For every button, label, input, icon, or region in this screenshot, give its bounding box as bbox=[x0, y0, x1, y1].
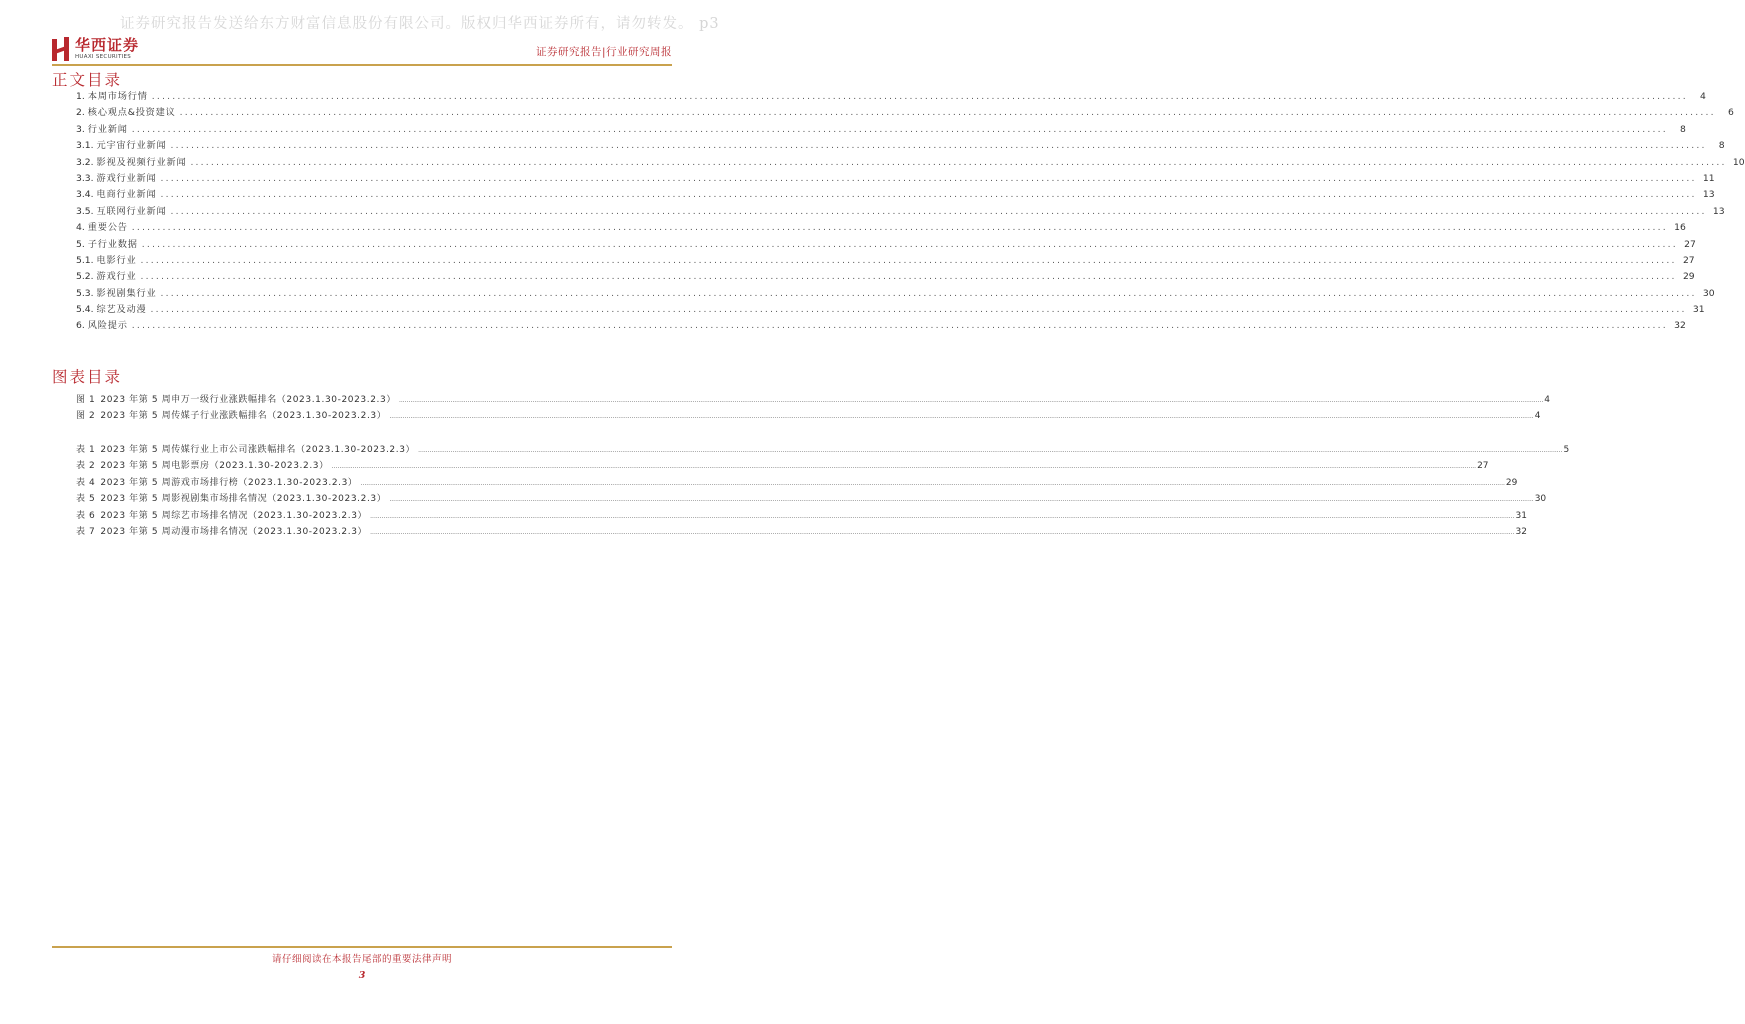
toc-entry-number: 5.2. bbox=[76, 271, 94, 283]
toc-leader-dots: ............................................................................................................................................................................................................................................................................................................ bbox=[190, 156, 1727, 168]
figure-label: 表 1 bbox=[76, 445, 96, 455]
table-index-entry[interactable] bbox=[76, 491, 1547, 507]
figure-title: 2023 年第 5 周影视剧集市场排名情况（2023.1.30-2023.2.3） bbox=[100, 494, 387, 505]
toc-entry[interactable] bbox=[76, 219, 1686, 235]
toc-leader-dots: ............................................................................................................................................................................................................................................................................................................ bbox=[170, 140, 1707, 152]
toc-entry-number: 5.1. bbox=[76, 254, 94, 266]
toc-entry-title: 本周市场行情 bbox=[87, 91, 148, 102]
toc-entry-number: 3.4. bbox=[76, 189, 94, 201]
toc-entry[interactable] bbox=[76, 268, 1695, 284]
toc-leader-dots: ............................................................................................................................................................................................................................................................................................................ bbox=[131, 222, 1668, 234]
table-index-entry[interactable] bbox=[76, 442, 1570, 458]
table-index-list bbox=[76, 442, 1570, 540]
toc-entry-number: 6. bbox=[76, 320, 85, 332]
toc-entry-title: 影视及视频行业新闻 bbox=[96, 156, 187, 168]
footer-disclaimer: 请仔细阅读在本报告尾部的重要法律声明 bbox=[271, 954, 452, 965]
figure-label: 表 2 bbox=[76, 461, 96, 472]
toc-entry-title: 电影行业 bbox=[96, 254, 137, 266]
toc-entry-title: 行业新闻 bbox=[87, 123, 128, 135]
toc-entry-number: 4. bbox=[76, 222, 85, 234]
toc-entry-number: 5.3. bbox=[76, 287, 94, 299]
figure-page: 4 bbox=[1534, 411, 1541, 422]
toc-leader-dots: ............................................................................................................................................................................................................................................................................................................ bbox=[179, 107, 1716, 119]
toc-entry-page: 8 bbox=[1680, 123, 1686, 135]
toc-entry[interactable] bbox=[76, 121, 1686, 137]
figure-page: 5 bbox=[1563, 445, 1570, 455]
toc-entry-page: 29 bbox=[1682, 271, 1695, 283]
toc-entry-title: 影视剧集行业 bbox=[96, 287, 157, 299]
toc-entry-page: 31 bbox=[1692, 304, 1705, 316]
toc-entry-title: 重要公告 bbox=[87, 222, 128, 234]
toc-entry[interactable] bbox=[76, 285, 1715, 301]
figure-leader-dots: ........................................................................................................................................................................................................................................................................................................................................................................................................................................................................................................................................................................................................................ bbox=[331, 463, 1477, 471]
huaxi-logo bbox=[52, 36, 139, 62]
figure-page: 27 bbox=[1477, 461, 1489, 472]
toc-entry-number: 5. bbox=[76, 238, 85, 250]
toc-leader-dots: ............................................................................................................................................................................................................................................................................................................ bbox=[131, 320, 1668, 332]
toc-list bbox=[76, 88, 1745, 334]
toc-entry-title: 电商行业新闻 bbox=[96, 189, 157, 201]
toc-entry-number: 1. bbox=[76, 91, 85, 102]
figure-label: 表 4 bbox=[76, 477, 96, 488]
toc-entry-number: 2. bbox=[76, 107, 85, 119]
figure-title: 2023 年第 5 周申万一级行业涨跌幅排名（2023.1.30-2023.2.3） bbox=[100, 395, 396, 405]
toc-entry-number: 5.4. bbox=[76, 304, 94, 316]
footer-divider bbox=[52, 946, 672, 948]
toc-entry[interactable] bbox=[76, 88, 1706, 104]
table-index-entry[interactable] bbox=[76, 475, 1518, 491]
toc-entry-number: 3. bbox=[76, 123, 85, 135]
figure-page: 32 bbox=[1515, 526, 1527, 537]
page-number: 3 bbox=[358, 970, 366, 981]
toc-entry-title: 风险提示 bbox=[87, 320, 128, 332]
figure-title: 2023 年第 5 周游戏市场排行榜（2023.1.30-2023.2.3） bbox=[100, 477, 358, 488]
toc-entry[interactable] bbox=[76, 236, 1696, 252]
toc-entry-page: 10 bbox=[1732, 156, 1745, 168]
figure-leader-dots: ........................................................................................................................................................................................................................................................................................................................................................................................................................................................................................................................................................................................................................ bbox=[360, 479, 1505, 487]
toc-entry-number: 3.3. bbox=[76, 172, 94, 184]
toc-leader-dots: ............................................................................................................................................................................................................................................................................................................ bbox=[150, 304, 1687, 316]
toc-leader-dots: ............................................................................................................................................................................................................................................................................................................ bbox=[131, 123, 1668, 135]
toc-entry-title: 互联网行业新闻 bbox=[96, 205, 167, 217]
figure-label: 图 1 bbox=[76, 395, 96, 405]
figure-leader-dots: ........................................................................................................................................................................................................................................................................................................................................................................................................................................................................................................................................................................................................................ bbox=[389, 413, 1534, 421]
report-type-label: 证券研究报告|行业研究周报 bbox=[535, 46, 672, 58]
header-divider bbox=[52, 64, 672, 66]
figure-label: 表 7 bbox=[76, 526, 96, 537]
toc-entry-page: 30 bbox=[1702, 287, 1715, 299]
toc-leader-dots: ............................................................................................................................................................................................................................................................................................................ bbox=[170, 205, 1707, 217]
toc-leader-dots: ............................................................................................................................................................................................................................................................................................................ bbox=[160, 189, 1697, 201]
figure-page: 31 bbox=[1515, 510, 1527, 521]
toc-entry[interactable] bbox=[76, 203, 1725, 219]
toc-leader-dots: ............................................................................................................................................................................................................................................................................................................ bbox=[160, 287, 1697, 299]
figure-leader-dots: ........................................................................................................................................................................................................................................................................................................................................................................................................................................................................................................................................................................................................................ bbox=[370, 528, 1515, 536]
toc-entry-title: 核心观点&投资建议 bbox=[87, 107, 176, 119]
toc-entry-page: 27 bbox=[1682, 254, 1695, 266]
figure-title: 2023 年第 5 周动漫市场排名情况（2023.1.30-2023.2.3） bbox=[100, 526, 368, 537]
figure-title: 2023 年第 5 周传媒子行业涨跌幅排名（2023.1.30-2023.2.3） bbox=[100, 411, 387, 422]
toc-entry-title: 综艺及动漫 bbox=[96, 304, 147, 316]
toc-entry-number: 3.5. bbox=[76, 205, 94, 217]
toc-entry-page: 27 bbox=[1684, 238, 1696, 250]
toc-entry-title: 子行业数据 bbox=[87, 238, 138, 250]
huaxi-logo-icon bbox=[52, 37, 70, 61]
chart-index-list bbox=[76, 392, 1551, 425]
figure-label: 图 2 bbox=[76, 411, 96, 422]
figure-page: 29 bbox=[1505, 477, 1518, 488]
table-index-entry[interactable] bbox=[76, 524, 1527, 540]
toc-entry[interactable] bbox=[76, 317, 1686, 333]
toc-entry-title: 游戏行业 bbox=[96, 271, 137, 283]
toc-leader-dots: ............................................................................................................................................................................................................................................................................................................ bbox=[141, 238, 1678, 250]
toc-leader-dots: ............................................................................................................................................................................................................................................................................................................ bbox=[151, 91, 1688, 102]
table-index-entry[interactable] bbox=[76, 458, 1489, 474]
toc-entry[interactable] bbox=[76, 104, 1734, 120]
figures-heading: 图表目录 bbox=[52, 368, 123, 386]
toc-entry-page: 13 bbox=[1702, 189, 1715, 201]
toc-entry-number: 3.1. bbox=[76, 140, 94, 152]
figure-label: 表 5 bbox=[76, 494, 96, 505]
toc-entry[interactable] bbox=[76, 170, 1715, 186]
toc-entry-page: 16 bbox=[1674, 222, 1686, 234]
toc-entry[interactable] bbox=[76, 137, 1725, 153]
toc-entry[interactable] bbox=[76, 186, 1715, 202]
logo-chinese-name: 华西证券 bbox=[75, 35, 140, 54]
toc-entry-title: 游戏行业新闻 bbox=[96, 172, 157, 184]
toc-entry[interactable] bbox=[76, 154, 1745, 170]
figure-title: 2023 年第 5 周综艺市场排名情况（2023.1.30-2023.2.3） bbox=[100, 510, 368, 521]
table-index-entry[interactable] bbox=[76, 508, 1527, 524]
toc-entry-page: 11 bbox=[1702, 172, 1715, 184]
figure-leader-dots: ........................................................................................................................................................................................................................................................................................................................................................................................................................................................................................................................................................................................................................ bbox=[389, 496, 1534, 504]
toc-leader-dots: ............................................................................................................................................................................................................................................................................................................ bbox=[140, 254, 1677, 266]
toc-entry-page: 4 bbox=[1700, 91, 1706, 102]
toc-entry[interactable] bbox=[76, 301, 1705, 317]
toc-heading: 正文目录 bbox=[52, 71, 123, 89]
toc-entry-number: 3.2. bbox=[76, 156, 94, 168]
logo-english-name: HUAXI SECURITIES bbox=[75, 53, 132, 60]
toc-entry-title: 元宇宙行业新闻 bbox=[96, 140, 167, 152]
toc-entry-page: 32 bbox=[1674, 320, 1686, 332]
toc-leader-dots: ............................................................................................................................................................................................................................................................................................................ bbox=[160, 172, 1697, 184]
figure-leader-dots: ........................................................................................................................................................................................................................................................................................................................................................................................................................................................................................................................................................................................................................ bbox=[418, 447, 1563, 454]
chart-index-entry[interactable] bbox=[76, 392, 1551, 408]
toc-leader-dots: ............................................................................................................................................................................................................................................................................................................ bbox=[140, 271, 1677, 283]
figure-label: 表 6 bbox=[76, 510, 96, 521]
figure-title: 2023 年第 5 周传媒行业上市公司涨跌幅排名（2023.1.30-2023.2.3） bbox=[100, 445, 416, 455]
figure-leader-dots: ........................................................................................................................................................................................................................................................................................................................................................................................................................................................................................................................................................................................................................ bbox=[398, 397, 1544, 404]
watermark-text: 证券研究报告发送给东方财富信息股份有限公司。版权归华西证券所有，请勿转发。 p3 bbox=[120, 16, 720, 32]
toc-entry-page: 8 bbox=[1718, 140, 1725, 152]
chart-index-entry[interactable] bbox=[76, 408, 1541, 424]
toc-entry[interactable] bbox=[76, 252, 1695, 268]
toc-entry-page: 6 bbox=[1727, 107, 1734, 119]
figure-page: 30 bbox=[1534, 494, 1547, 505]
figure-title: 2023 年第 5 周电影票房（2023.1.30-2023.2.3） bbox=[100, 461, 329, 472]
figure-page: 4 bbox=[1544, 395, 1551, 405]
toc-entry-page: 13 bbox=[1712, 205, 1725, 217]
figure-leader-dots: ........................................................................................................................................................................................................................................................................................................................................................................................................................................................................................................................................................................................................................ bbox=[370, 512, 1515, 520]
